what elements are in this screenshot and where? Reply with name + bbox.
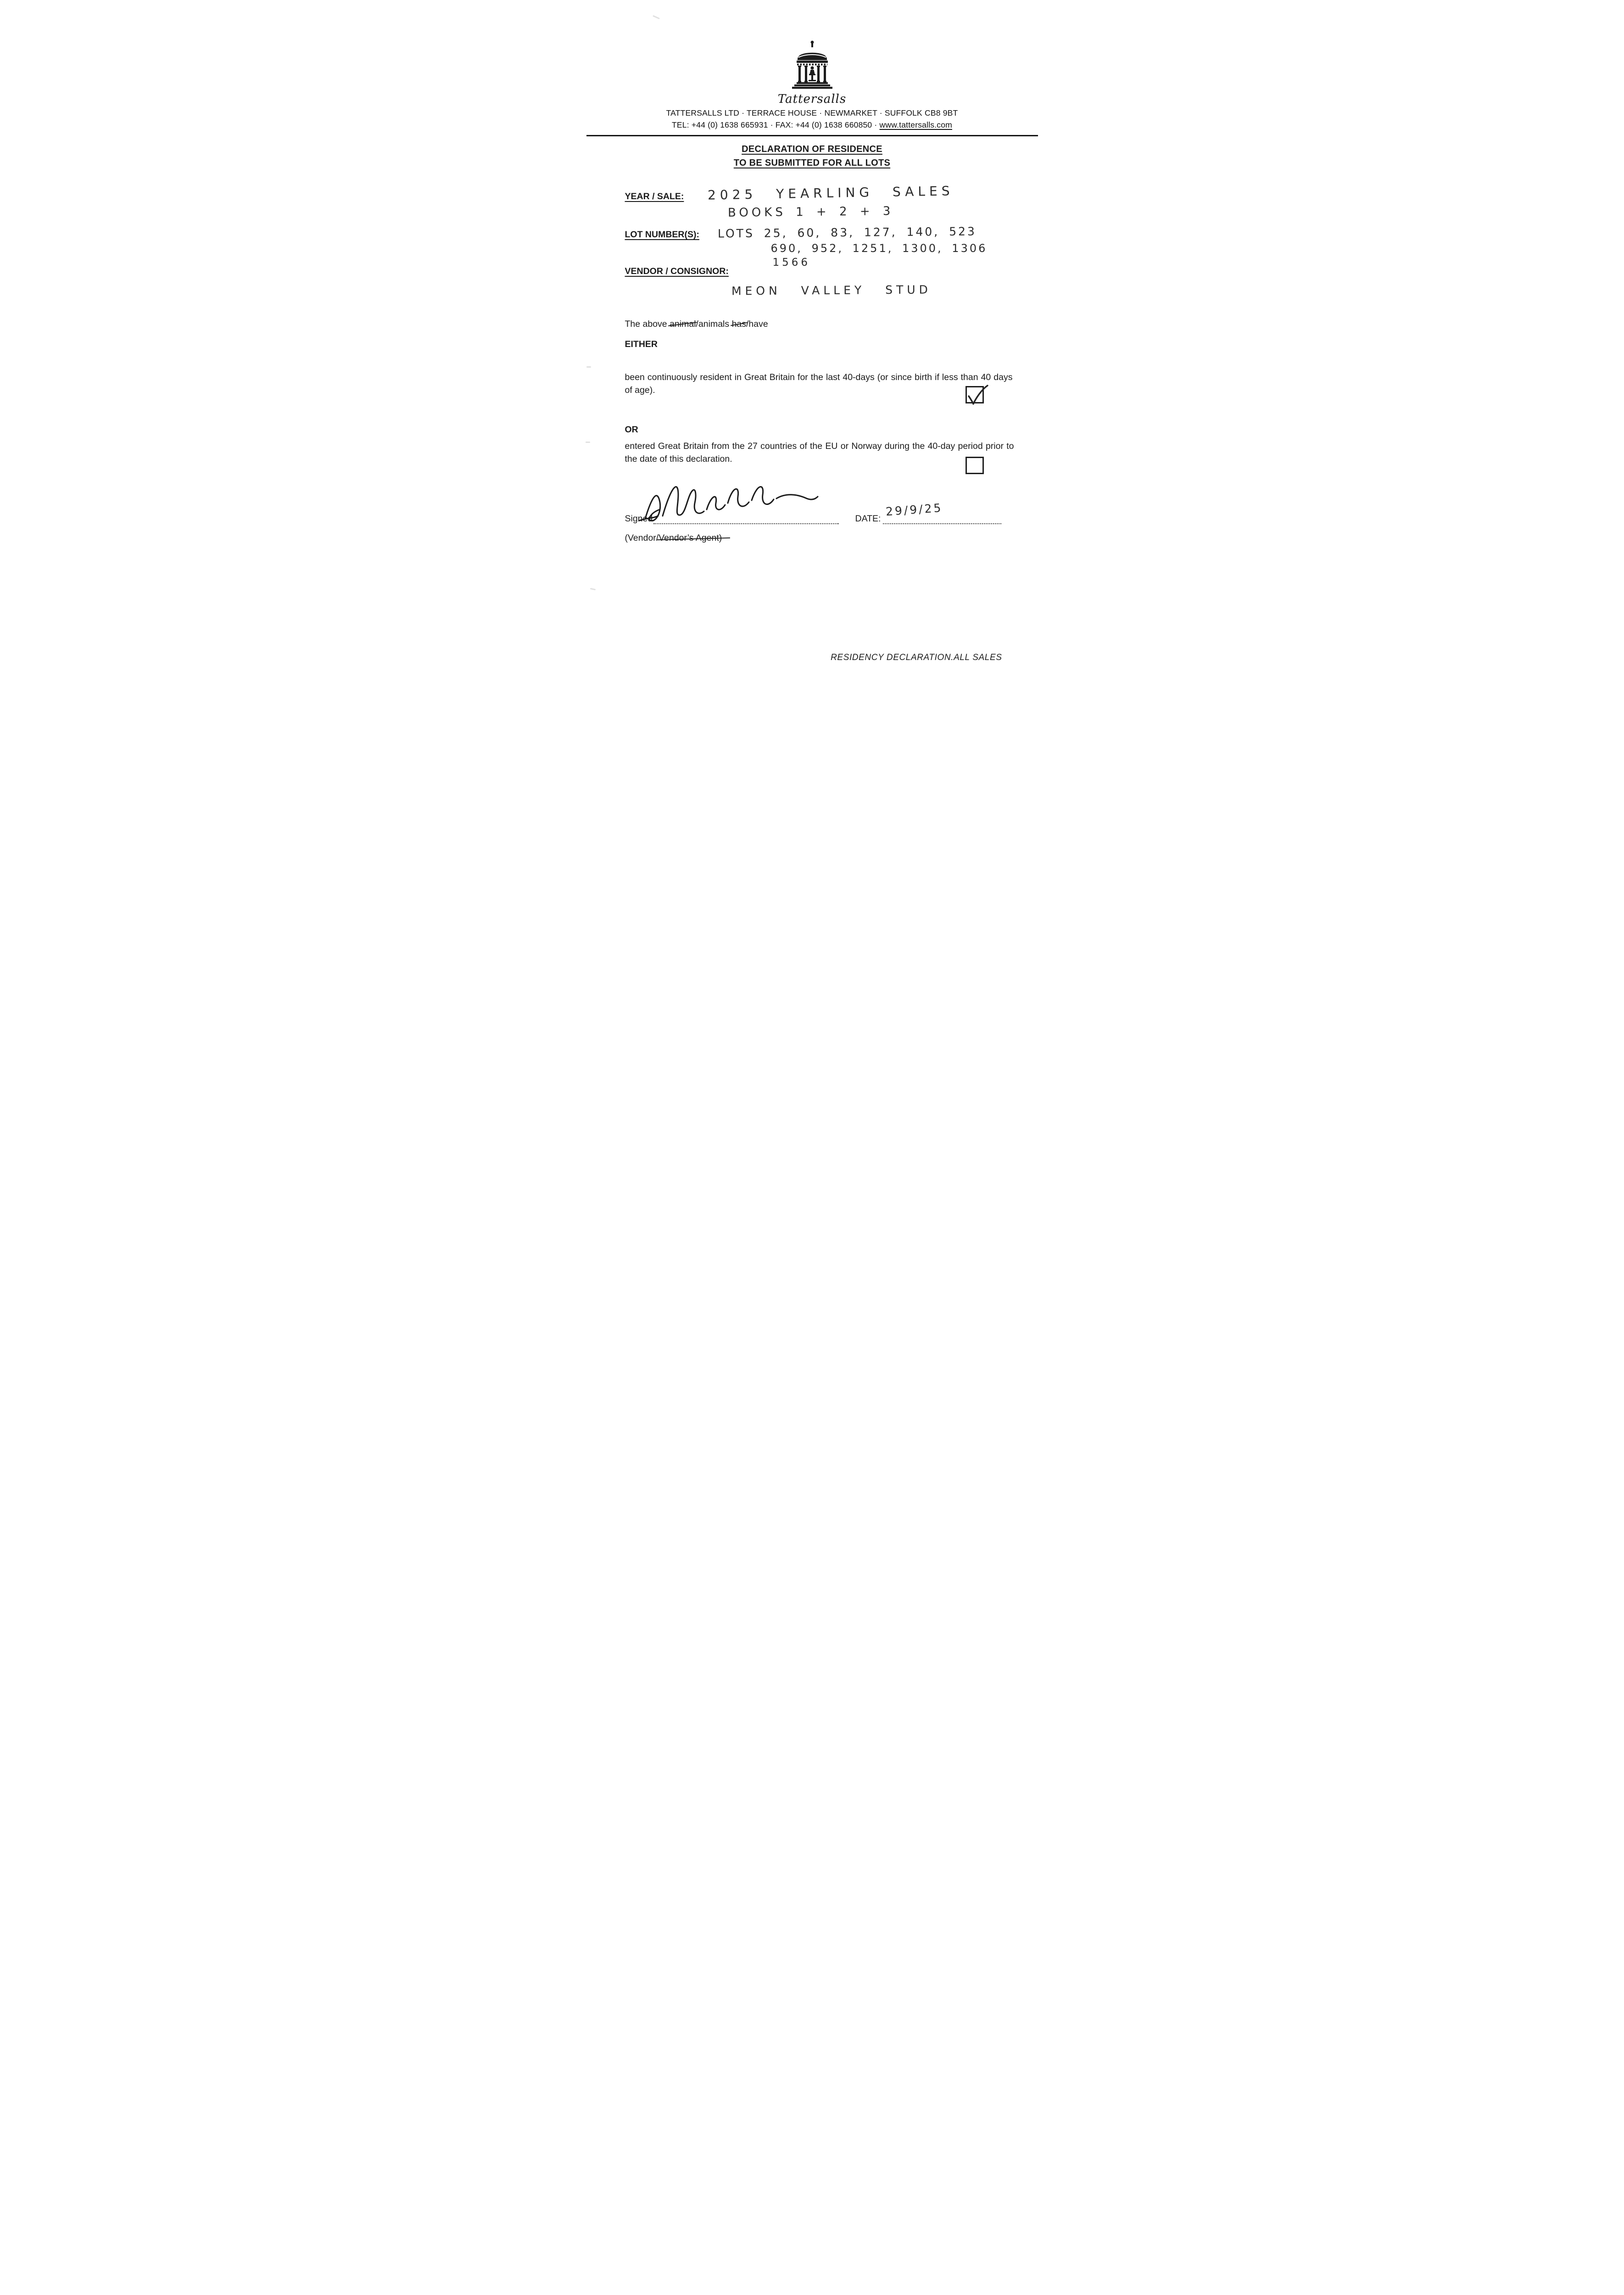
- option2-text: entered Great Britain from the 27 countries of the EU or Norway during the 40-day period prior to the date of this declaration.: [625, 441, 1014, 464]
- has-struck-text: has: [732, 318, 746, 330]
- scan-artifact: [653, 15, 660, 19]
- vendor-consignor-label: VENDOR / CONSIGNOR:: [625, 266, 729, 276]
- declaration-line: [625, 318, 768, 330]
- signature-scribble: [633, 473, 840, 526]
- tattersalls-logo-icon: [560, 39, 1065, 93]
- year-sale-label: YEAR / SALE:: [625, 191, 684, 202]
- contact-line: [560, 120, 1065, 130]
- website-link: www.tattersalls.com: [879, 120, 952, 129]
- date-label: DATE:: [855, 514, 881, 524]
- signed-dotted-line: [653, 523, 839, 524]
- document-title: [560, 144, 1065, 168]
- declaration-prefix: The above: [625, 319, 670, 329]
- vendor-agent-prefix: (Vendor/: [625, 533, 659, 543]
- or-label: OR: [625, 425, 638, 435]
- option1-text: been continuously resident in Great Britain for the last 40-days (or since birth if less than 40 days of age).: [625, 372, 1013, 395]
- animal-struck-text: animal: [670, 318, 696, 330]
- checkmark-icon: [963, 382, 992, 409]
- lot-numbers-label: LOT NUMBER(S):: [625, 230, 699, 240]
- date-handwritten: 29/9/25: [885, 501, 943, 519]
- animals-text: /animals: [696, 319, 732, 329]
- scan-artifact: [586, 442, 590, 443]
- footer-text: RESIDENCY DECLARATION.ALL SALES: [831, 653, 1002, 662]
- option1-checkbox: [965, 386, 984, 403]
- either-label: EITHER: [625, 339, 658, 349]
- lot-numbers-handwritten-1: LOTS 25, 60, 83, 127, 140, 523: [717, 224, 977, 241]
- lot-numbers-handwritten-3: 1566: [772, 257, 811, 269]
- scan-artifact: [590, 588, 595, 590]
- vendor-handwritten: MEON VALLEY STUD: [731, 283, 932, 298]
- tel-fax-text: TEL: +44 (0) 1638 665931 · FAX: +44 (0) 1638 660850 ·: [672, 120, 880, 129]
- scan-artifact: [586, 366, 591, 368]
- signed-label: Signed: [625, 514, 653, 524]
- title-line-2: TO BE SUBMITTED FOR ALL LOTS: [733, 158, 891, 168]
- option2-checkbox: [965, 457, 984, 474]
- header-divider: [586, 135, 1038, 136]
- vendor-agent-struck: Vendor’s Agent): [659, 532, 722, 544]
- document-page: [560, 0, 1065, 713]
- lot-numbers-handwritten-2: 690, 952, 1251, 1300, 1306: [770, 242, 988, 255]
- address-line: TATTERSALLS LTD · TERRACE HOUSE · NEWMARKET · SUFFOLK CB8 9BT: [666, 108, 958, 118]
- date-dotted-line: [883, 523, 1001, 524]
- have-text: /have: [746, 319, 768, 329]
- vendor-agent-line: [625, 532, 722, 544]
- year-sale-handwritten-2: BOOKS 1 + 2 + 3: [727, 204, 894, 220]
- title-line-1: DECLARATION OF RESIDENCE: [742, 144, 882, 154]
- brand-name: Tattersalls: [777, 92, 847, 106]
- year-sale-handwritten-1: 2025 YEARLING SALES: [707, 183, 954, 203]
